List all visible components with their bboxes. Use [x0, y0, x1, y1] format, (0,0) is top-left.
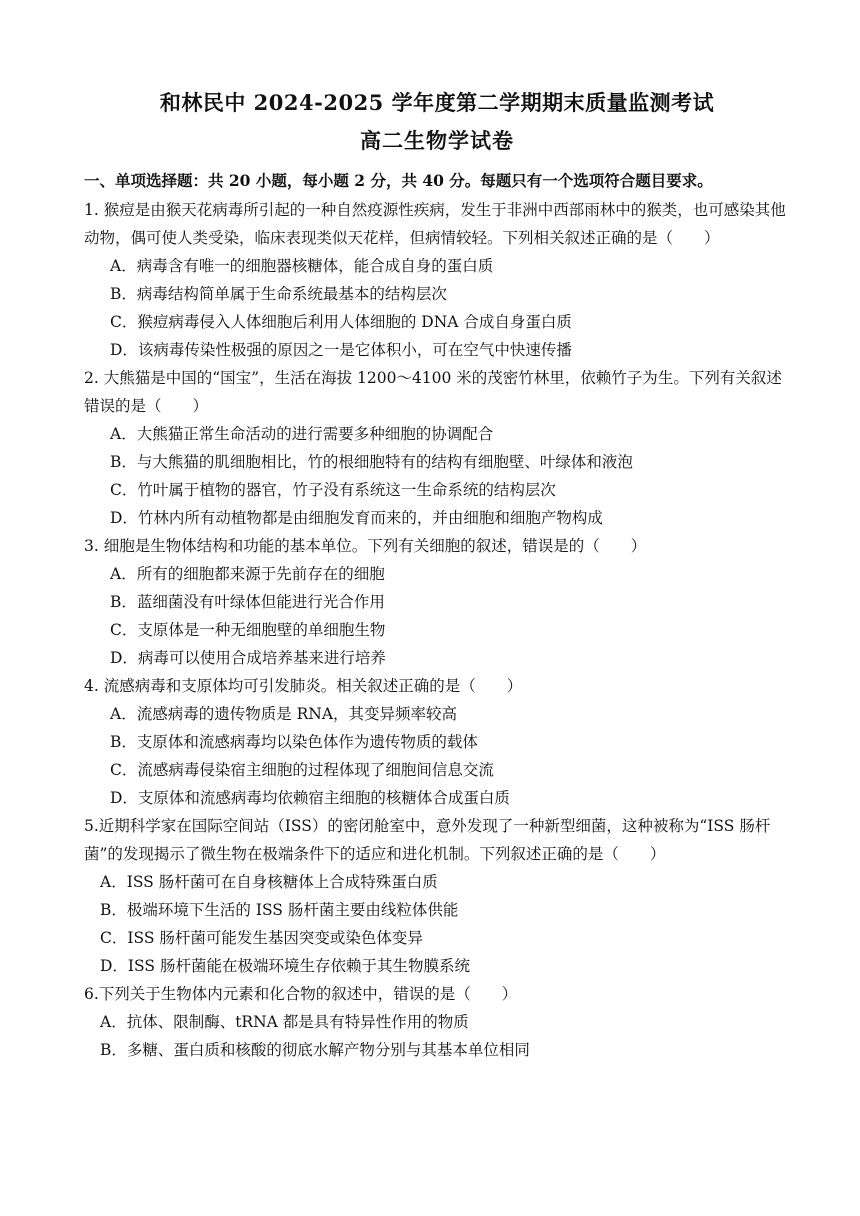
option-d: D．竹林内所有动植物都是由细胞发育而来的，并由细胞和细胞产物构成: [110, 509, 603, 527]
option-b: B．蓝细菌没有叶绿体但能进行光合作用: [110, 593, 385, 611]
option-c: C．支原体是一种无细胞壁的单细胞生物: [110, 621, 386, 639]
exam-subtitle: 高二生物学试卷: [360, 128, 514, 153]
option-a: A．大熊猫正常生命活动的进行需要多种细胞的协调配合: [110, 425, 494, 443]
option-c: C．竹叶属于植物的器官，竹子没有系统这一生命系统的结构层次: [110, 481, 556, 499]
option-c: C．ISS 肠杆菌可能发生基因突变或染色体变异: [100, 929, 423, 947]
section-heading: 一、单项选择题：共 20 小题，每小题 2 分，共 40 分。每题只有一个选项符合题目要求。: [84, 171, 713, 190]
question-stem: 2. 大熊猫是中国的“国宝”，生活在海拔 1200～4100 米的茂密竹林里，依赖竹子为生。下列有关叙述错误的是（ ）: [84, 369, 782, 415]
option-d: D．病毒可以使用合成培养基来进行培养: [110, 649, 386, 667]
question-3: [84, 532, 790, 672]
option-b: B．极端环境下生活的 ISS 肠杆菌主要由线粒体供能: [100, 901, 459, 919]
question-stem: 3. 细胞是生物体结构和功能的基本单位。下列有关细胞的叙述，错误是的（ ）: [84, 537, 647, 555]
option-b: B．多糖、蛋白质和核酸的彻底水解产物分别与其基本单位相同: [100, 1041, 530, 1059]
option-b: B．支原体和流感病毒均以染色体作为遗传物质的载体: [110, 733, 478, 751]
option-d: D．支原体和流感病毒均依赖宿主细胞的核糖体合成蛋白质: [110, 789, 510, 807]
question-2: [84, 364, 790, 532]
option-b: B．病毒结构简单属于生命系统最基本的结构层次: [110, 285, 447, 303]
option-a: A．ISS 肠杆菌可在自身核糖体上合成特殊蛋白质: [100, 873, 438, 891]
question-stem: 4. 流感病毒和支原体均可引发肺炎。相关叙述正确的是（ ）: [84, 677, 523, 695]
option-c: C．猴痘病毒侵入人体细胞后利用人体细胞的 DNA 合成自身蛋白质: [110, 313, 572, 331]
option-d: D．该病毒传染性极强的原因之一是它体积小，可在空气中快速传播: [110, 341, 572, 359]
exam-title: 和林民中 2024-2025 学年度第二学期期末质量监测考试: [159, 90, 715, 115]
option-a: A．抗体、限制酶、tRNA 都是具有特异性作用的物质: [100, 1013, 469, 1031]
option-c: C．流感病毒侵染宿主细胞的过程体现了细胞间信息交流: [110, 761, 494, 779]
question-1: [84, 196, 790, 364]
question-4: [84, 672, 790, 812]
question-5: [84, 812, 790, 980]
question-stem: 5.近期科学家在国际空间站（ISS）的密闭舱室中，意外发现了一种新型细菌，这种被称为“ISS 肠杆菌”的发现揭示了微生物在极端条件下的适应和进化机制。下列叙述正确的是（ ）: [84, 817, 771, 863]
option-a: A．流感病毒的遗传物质是 RNA，其变异频率较高: [110, 705, 458, 723]
option-a: A．病毒含有唯一的细胞器核糖体，能合成自身的蛋白质: [110, 257, 494, 275]
question-stem: 6.下列关于生物体内元素和化合物的叙述中，错误的是（ ）: [84, 985, 518, 1003]
question-stem: 1. 猴痘是由猴天花病毒所引起的一种自然疫源性疾病，发生于非洲中西部雨林中的猴类，也可感染其他动物，偶可使人类受染，临床表现类似天花样，但病情较轻。下列相关叙述正确的是（ ）: [84, 201, 786, 247]
option-d: D．ISS 肠杆菌能在极端环境生存依赖于其生物膜系统: [100, 957, 470, 975]
option-a: A．所有的细胞都来源于先前存在的细胞: [110, 565, 385, 583]
option-b: B．与大熊猫的肌细胞相比，竹的根细胞特有的结构有细胞壁、叶绿体和液泡: [110, 453, 633, 471]
question-6: [84, 980, 790, 1064]
